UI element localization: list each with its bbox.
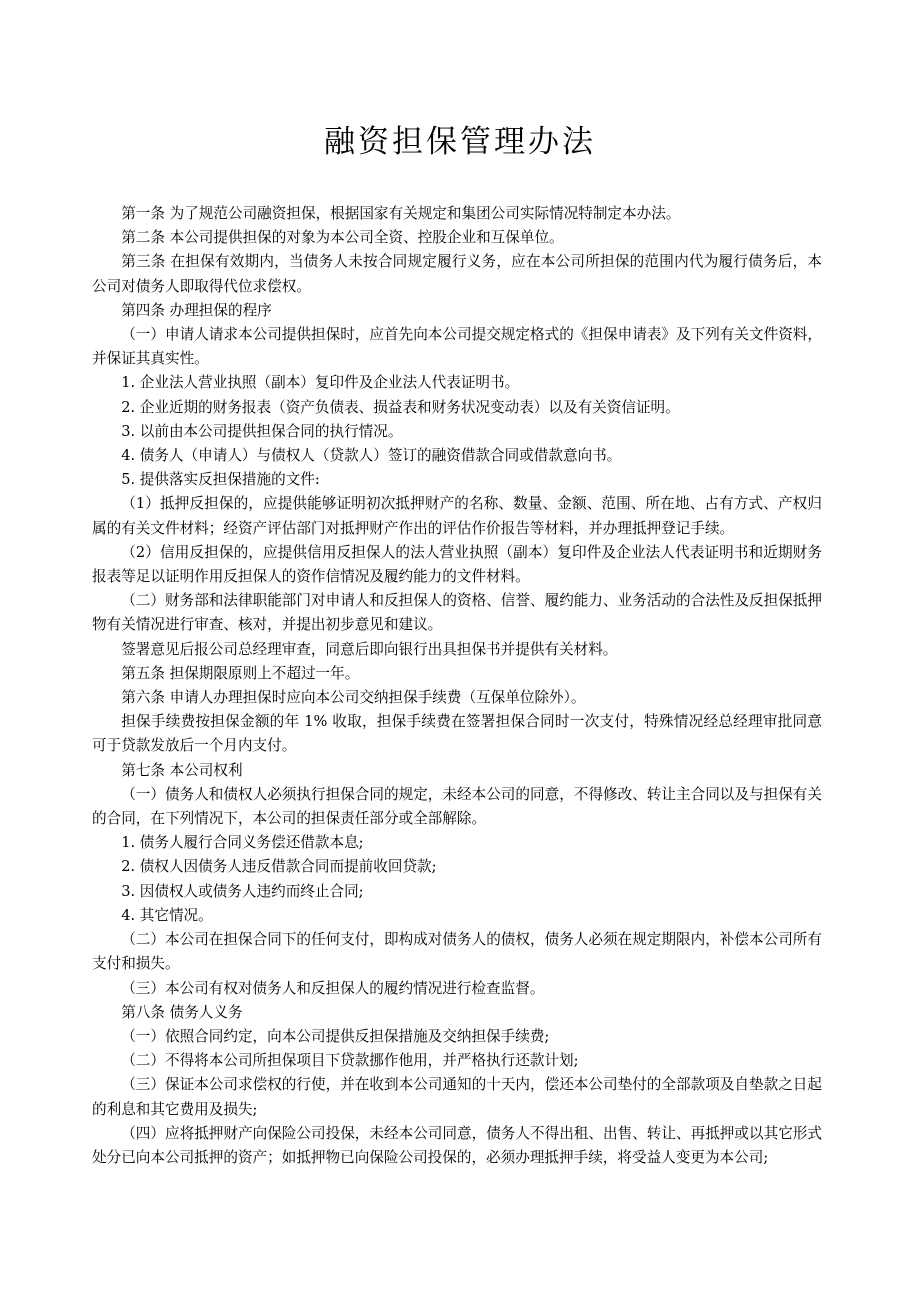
paragraph: 1. 企业法人营业执照（副本）复印件及企业法人代表证明书。: [121, 374, 520, 392]
paragraph: （三）保证本公司求偿权的行使，并在收到本公司通知的十天内，偿还本公司垫付的全部款项及自垫款之日起的利息和其它费用及损失;: [92, 1076, 822, 1118]
paragraph: （一）申请人请求本公司提供担保时，应首先向本公司提交规定格式的《担保申请表》及下列有关文件资料，并保证其真实性。: [92, 326, 822, 368]
paragraph: （三）本公司有权对债务人和反担保人的履约情况进行检查监督。: [121, 979, 545, 997]
paragraph: 第三条 在担保有效期内，当债务人未按合同规定履行义务，应在本公司所担保的范围内代为履行债务后，本公司对债务人即取得代位求偿权。: [92, 253, 822, 295]
paragraph: 第七条 本公司权利: [121, 761, 243, 779]
paragraph: 第六条 申请人办理担保时应向本公司交纳担保手续费（互保单位除外）。: [121, 689, 586, 707]
paragraph: （1）抵押反担保的，应提供能够证明初次抵押财产的名称、数量、金额、范围、所在地、占有方式、产权归属的有关文件材料；经资产评估部门对抵押财产作出的评估作价报告等材料，并办理抵押登记手续。: [92, 495, 822, 537]
document-body: [92, 202, 822, 1170]
paragraph: 2. 企业近期的财务报表（资产负债表、损益表和财务状况变动表）以及有关资信证明。: [121, 398, 680, 416]
paragraph: 3. 以前由本公司提供担保合同的执行情况。: [121, 422, 403, 440]
paragraph: （2）信用反担保的，应提供信用反担保人的法人营业执照（副本）复印件及企业法人代表证明书和近期财务报表等足以证明作用反担保人的资作信情况及履约能力的文件材料。: [92, 543, 822, 586]
paragraph: 3. 因债权人或债务人违约而终止合同;: [121, 882, 364, 900]
paragraph: 签署意见后报公司总经理审查，同意后即向银行出具担保书并提供有关材料。: [121, 640, 618, 658]
paragraph: 第一条 为了规范公司融资担保，根据国家有关规定和集团公司实际情况特制定本办法。: [121, 205, 681, 222]
paragraph: 第八条 债务人义务: [121, 1003, 243, 1021]
paragraph: （四）应将抵押财产向保险公司投保，未经本公司同意，债务人不得出租、出售、转让、再抵押或以其它形式处分已向本公司抵押的资产；如抵押物已向保险公司投保的，必须办理抵押手续，将受益人变更为本公司;: [92, 1124, 822, 1166]
paragraph: 1. 债务人履行合同义务偿还借款本息;: [121, 834, 364, 852]
paragraph: 2. 债权人因债务人违反借款合同而提前收回贷款;: [121, 858, 437, 876]
paragraph: 4. 债务人（申请人）与债权人（贷款人）签订的融资借款合同或借款意向书。: [121, 447, 622, 465]
paragraph: 担保手续费按担保金额的年 1% 收取，担保手续费在签署担保合同时一次支付，特殊情况经总经理审批同意可于贷款发放后一个月内支付。: [92, 713, 822, 755]
paragraph: （一）债务人和债权人必须执行担保合同的规定，未经本公司的同意，不得修改、转让主合同以及与担保有关的合同，在下列情况下，本公司的担保责任部分或全部解除。: [92, 785, 822, 828]
paragraph: 第四条 办理担保的程序: [121, 301, 272, 319]
paragraph: 4. 其它情况。: [121, 906, 213, 924]
paragraph: 第二条 本公司提供担保的对象为本公司全资、控股企业和互保单位。: [121, 229, 564, 247]
paragraph: （二）不得将本公司所担保项目下贷款挪作他用，并严格执行还款计划;: [121, 1052, 579, 1070]
paragraph: （二）本公司在担保合同下的任何支付，即构成对债务人的债权，债务人必须在规定期限内，补偿本公司所有支付和损失。: [92, 931, 822, 973]
paragraph: 第五条 担保期限原则上不超过一年。: [121, 664, 360, 682]
document-title: 融资担保管理办法: [324, 124, 596, 160]
paragraph: （一）依照合同约定，向本公司提供反担保措施及交纳担保手续费;: [121, 1027, 550, 1045]
paragraph: 5. 提供落实反担保措施的文件:: [121, 471, 320, 489]
paragraph: （二）财务部和法律职能部门对申请人和反担保人的资格、信誉、履约能力、业务活动的合法性及反担保抵押物有关情况进行审查、核对，并提出初步意见和建议。: [92, 592, 822, 634]
